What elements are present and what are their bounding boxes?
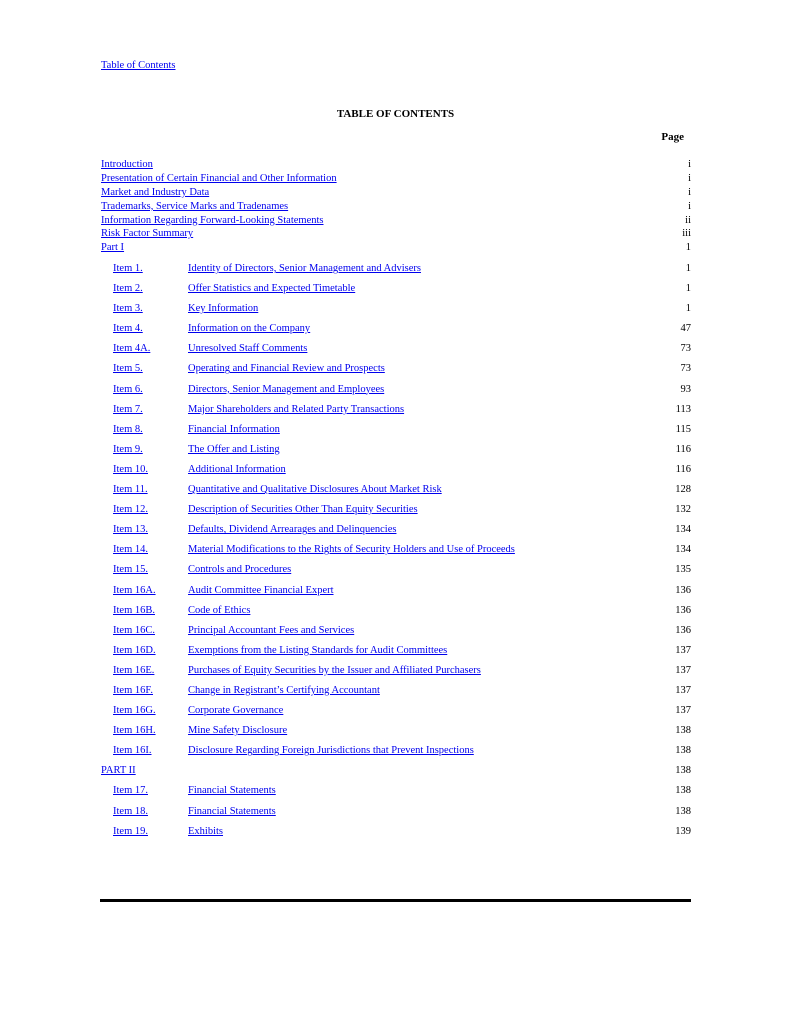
- toc-page-number: 137: [675, 644, 691, 656]
- toc-item-row: [101, 624, 691, 644]
- toc-page-number: 134: [675, 524, 691, 536]
- item-number-link[interactable]: Item 6.: [113, 383, 143, 395]
- item-number-link[interactable]: Item 4.: [113, 323, 143, 335]
- toc-entry-link[interactable]: Introduction: [101, 159, 153, 170]
- toc-item-row: [101, 483, 691, 503]
- toc-page-number: iii: [682, 228, 691, 240]
- item-number-link[interactable]: Item 14.: [113, 544, 148, 556]
- item-title-link[interactable]: Defaults, Dividend Arrearages and Delinquencies: [188, 524, 397, 536]
- item-number-link[interactable]: Item 16H.: [113, 725, 156, 737]
- item-number-link[interactable]: Item 12.: [113, 504, 148, 516]
- item-number-link[interactable]: Item 9.: [113, 443, 143, 455]
- item-number-link[interactable]: Item 13.: [113, 524, 148, 536]
- toc-page-number: i: [688, 200, 691, 212]
- toc-page-number: 136: [675, 624, 691, 636]
- item-title-link[interactable]: Offer Statistics and Expected Timetable: [188, 283, 356, 295]
- toc-page-number: 134: [675, 544, 691, 556]
- toc-row: [101, 186, 691, 200]
- toc-item-row: [101, 443, 691, 463]
- toc-page-number: 113: [675, 403, 691, 415]
- item-title-link[interactable]: Information on the Company: [188, 323, 311, 335]
- items-list: [101, 262, 691, 845]
- page-column-heading: Page: [661, 131, 684, 143]
- item-title-link[interactable]: Principal Accountant Fees and Services: [188, 624, 355, 636]
- toc-page-number: 73: [680, 363, 691, 375]
- toc-item-row: [101, 604, 691, 624]
- toc-page-number: 138: [675, 725, 691, 737]
- item-number-link[interactable]: Item 1.: [113, 263, 143, 274]
- toc-page-number: 139: [675, 825, 691, 837]
- toc-entry-link[interactable]: Market and Industry Data: [101, 186, 210, 198]
- item-number-link[interactable]: Item 3.: [113, 303, 143, 315]
- item-number-link[interactable]: Item 4A.: [113, 343, 151, 355]
- toc-row: [101, 214, 691, 228]
- toc-page-number: 93: [680, 383, 691, 395]
- toc-entry-link[interactable]: Risk Factor Summary: [101, 228, 194, 240]
- item-title-link[interactable]: Exhibits: [188, 825, 224, 837]
- toc-item-row: [101, 423, 691, 443]
- toc-item-row: [101, 543, 691, 563]
- item-number-link[interactable]: Item 16D.: [113, 644, 156, 656]
- item-title-link[interactable]: Controls and Procedures: [188, 564, 292, 576]
- toc-item-row: [101, 644, 691, 664]
- item-title-link[interactable]: Financial Statements: [188, 805, 276, 817]
- toc-page-number: 136: [675, 604, 691, 616]
- item-title-link[interactable]: Exemptions from the Listing Standards for Audit Committees: [188, 644, 448, 656]
- toc-page-number: 138: [675, 745, 691, 757]
- item-number-link[interactable]: Item 18.: [113, 805, 148, 817]
- item-number-link[interactable]: Item 15.: [113, 564, 148, 576]
- part-ii-row: [101, 764, 691, 784]
- toc-item-row: [101, 805, 691, 825]
- toc-page-number: 73: [680, 343, 691, 355]
- item-title-link[interactable]: Unresolved Staff Comments: [188, 343, 308, 355]
- toc-item-row: [101, 563, 691, 583]
- item-title-link[interactable]: Financial Statements: [188, 785, 276, 797]
- toc-page-number: 138: [675, 805, 691, 817]
- toc-entry-link[interactable]: Information Regarding Forward-Looking Statements: [101, 214, 324, 226]
- item-number-link[interactable]: Item 16B.: [113, 604, 155, 616]
- toc-item-row: [101, 262, 691, 282]
- toc-item-row: [101, 302, 691, 322]
- toc-item-row: [101, 664, 691, 684]
- item-title-link[interactable]: Directors, Senior Management and Employees: [188, 383, 385, 395]
- item-title-link[interactable]: Change in Registrant’s Certifying Accountant: [188, 684, 380, 696]
- item-number-link[interactable]: Item 16A.: [113, 584, 156, 596]
- item-title-link[interactable]: Audit Committee Financial Expert: [188, 584, 334, 596]
- toc-page-number: 136: [675, 584, 691, 596]
- toc-item-row: [101, 362, 691, 382]
- item-number-link[interactable]: Item 11.: [113, 484, 148, 496]
- toc-item-row: [101, 523, 691, 543]
- toc-item-row: [101, 784, 691, 804]
- item-title-link[interactable]: Code of Ethics: [188, 604, 251, 616]
- toc-row: [101, 227, 691, 241]
- toc-page-number: 1: [685, 283, 691, 295]
- toc-row: [101, 172, 691, 186]
- toc-item-row: [101, 825, 691, 845]
- item-title-link[interactable]: Corporate Governance: [188, 705, 284, 717]
- toc-entry-link[interactable]: Part I: [101, 242, 125, 254]
- toc-item-row: [101, 403, 691, 423]
- item-number-link[interactable]: Item 16G.: [113, 705, 156, 717]
- part-ii-link[interactable]: PART II: [101, 765, 136, 777]
- item-number-link[interactable]: Item 7.: [113, 403, 143, 415]
- toc-item-row: [101, 724, 691, 744]
- toc-page-number: 47: [680, 323, 691, 335]
- item-number-link[interactable]: Item 10.: [113, 463, 148, 475]
- toc-page-number: 1: [685, 263, 691, 274]
- toc-entry-link[interactable]: Presentation of Certain Financial and Other Information: [101, 172, 337, 184]
- item-number-link[interactable]: Item 16C.: [113, 624, 155, 636]
- item-title-link[interactable]: Additional Information: [188, 463, 286, 475]
- item-number-link[interactable]: Item 19.: [113, 825, 148, 837]
- item-title-link[interactable]: Operating and Financial Review and Prospects: [188, 363, 385, 375]
- toc-item-row: [101, 744, 691, 764]
- item-title-link[interactable]: Purchases of Equity Securities by the Issuer and Affiliated Purchasers: [188, 664, 481, 676]
- item-title-link[interactable]: Description of Securities Other Than Equity Securities: [188, 504, 418, 516]
- toc-page-number: 138: [675, 785, 691, 797]
- toc-page-number: 116: [675, 463, 691, 475]
- item-number-link[interactable]: Item 17.: [113, 785, 148, 797]
- toc-item-row: [101, 383, 691, 403]
- item-title-link[interactable]: Disclosure Regarding Foreign Jurisdictions that Prevent Inspections: [188, 745, 474, 757]
- item-title-link[interactable]: Key Information: [188, 303, 259, 315]
- toc-item-row: [101, 584, 691, 604]
- front-matter-list: [101, 158, 691, 255]
- toc-page-number: 137: [675, 705, 691, 717]
- toc-page-number: 128: [675, 484, 691, 496]
- toc-page-number: 1: [685, 303, 691, 315]
- item-title-link[interactable]: Mine Safety Disclosure: [188, 725, 288, 737]
- item-title-link[interactable]: Financial Information: [188, 423, 280, 435]
- toc-page-number: 135: [675, 564, 691, 576]
- table-of-contents-link[interactable]: Table of Contents: [101, 60, 176, 71]
- toc-page-number: 137: [675, 684, 691, 696]
- toc-page-number: 138: [675, 765, 691, 777]
- item-number-link[interactable]: Item 16I.: [113, 745, 152, 757]
- item-number-link[interactable]: Item 16F.: [113, 684, 153, 696]
- toc-page-number: 116: [675, 443, 691, 455]
- item-title-link[interactable]: Major Shareholders and Related Party Transactions: [188, 403, 405, 415]
- toc-page-number: i: [688, 186, 691, 198]
- toc-page-number: 1: [685, 242, 691, 254]
- toc-item-row: [101, 322, 691, 342]
- item-title-link[interactable]: Quantitative and Qualitative Disclosures About Market Risk: [188, 484, 442, 496]
- item-title-link[interactable]: Identity of Directors, Senior Management and Advisers: [188, 263, 421, 274]
- toc-row: [101, 158, 691, 172]
- item-number-link[interactable]: Item 2.: [113, 283, 143, 295]
- toc-page-number: ii: [685, 214, 691, 226]
- toc-page-number: i: [688, 159, 691, 170]
- toc-item-row: [101, 684, 691, 704]
- toc-item-row: [101, 463, 691, 483]
- toc-row: [101, 241, 691, 255]
- toc-row: [101, 200, 691, 214]
- toc-page-number: 115: [675, 423, 691, 435]
- toc-item-row: [101, 342, 691, 362]
- item-title-link[interactable]: Material Modifications to the Rights of Security Holders and Use of Proceeds: [188, 544, 515, 556]
- item-number-link[interactable]: Item 8.: [113, 423, 143, 435]
- toc-entry-link[interactable]: Trademarks, Service Marks and Tradenames: [101, 200, 289, 212]
- toc-title: TABLE OF CONTENTS: [336, 108, 455, 120]
- toc-item-row: [101, 282, 691, 302]
- toc-page-number: i: [688, 172, 691, 184]
- toc-page-number: 137: [675, 664, 691, 676]
- page-divider: [100, 899, 691, 902]
- toc-item-row: [101, 704, 691, 724]
- item-number-link[interactable]: Item 16E.: [113, 664, 155, 676]
- toc-page-number: 132: [675, 504, 691, 516]
- toc-item-row: [101, 503, 691, 523]
- item-title-link[interactable]: The Offer and Listing: [188, 443, 280, 455]
- item-number-link[interactable]: Item 5.: [113, 363, 143, 375]
